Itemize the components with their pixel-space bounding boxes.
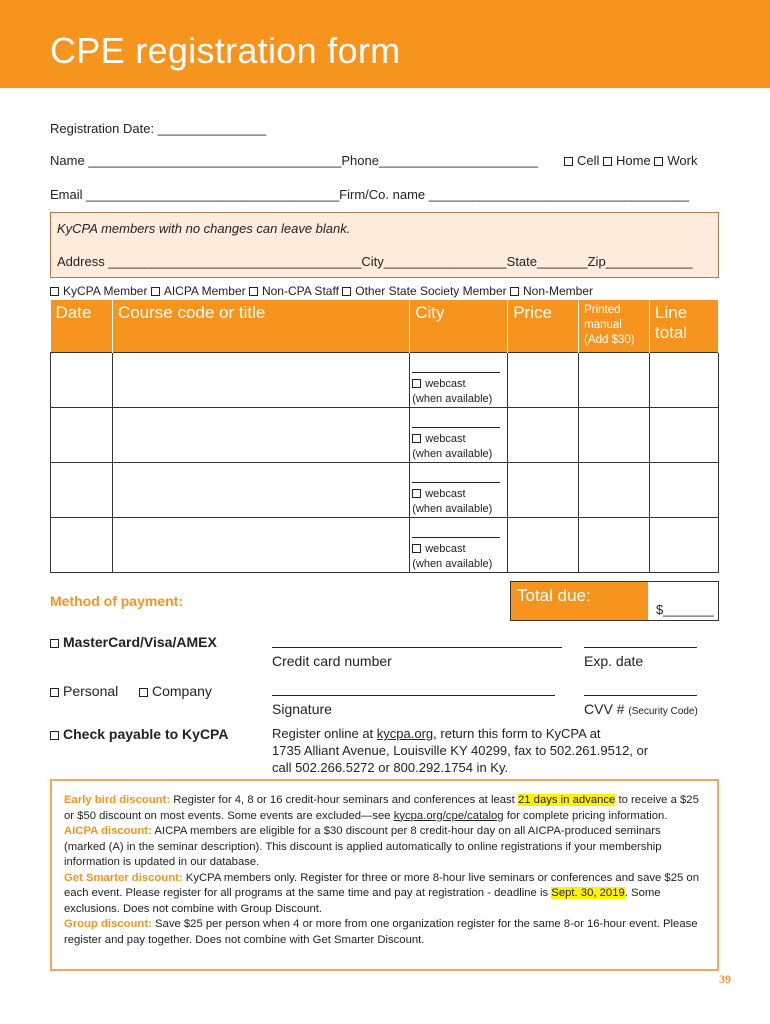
column-header-line-total: Line total: [650, 300, 719, 352]
credit-card-number-line[interactable]: [272, 640, 562, 648]
member-address-box: [50, 212, 719, 278]
status-aicpa-member-checkbox[interactable]: AICPA Member: [151, 284, 246, 298]
checkbox-icon: [50, 639, 59, 648]
city-blank[interactable]: [412, 422, 500, 428]
signature-line[interactable]: [272, 688, 555, 696]
payment-heading: Method of payment:: [50, 593, 183, 609]
early-bird-discount: Early bird discount: Register for 4, 8 or 16 credit-hour seminars and conferences at least 21 days in advance to receive a $25 or $50 discount on most events. Some events are excluded—see kycpa.org/cpe/catalog for complete pricing information.: [64, 794, 699, 822]
page-number: 39: [719, 972, 731, 986]
group-discount: Group discount: Save $25 per person when 4 or more from one organization register for the same 8-or 16-hour event. Please register and pay together. Does not combine with Get Smarter Discount.: [64, 918, 698, 946]
checkbox-icon: [342, 287, 351, 296]
city-cell[interactable]: webcast (when available): [410, 352, 508, 407]
checkbox-icon: [50, 731, 59, 740]
table-row: [51, 462, 719, 517]
member-note: KyCPA members with no changes can leave blank.: [57, 221, 351, 236]
course-cell[interactable]: [112, 462, 409, 517]
webcast-checkbox[interactable]: [412, 489, 421, 498]
manual-cell[interactable]: [579, 352, 650, 407]
email-firm-field[interactable]: Email ___________________________________Firm/Co. name ____________________________________: [50, 187, 690, 202]
column-header-date: Date: [51, 300, 113, 352]
manual-cell[interactable]: [579, 407, 650, 462]
catalog-link[interactable]: kycpa.org/cpe/catalog: [393, 809, 504, 822]
course-cell[interactable]: [112, 517, 409, 572]
city-blank[interactable]: [412, 367, 500, 373]
column-header-city: City: [410, 300, 508, 352]
phone-home-checkbox[interactable]: Home: [603, 153, 651, 168]
instructions-line-2: 1735 Alliant Avenue, Louisville KY 40299, fax to 502.261.9512, or: [272, 743, 649, 758]
checkbox-icon: [564, 157, 573, 166]
exp-date-line[interactable]: [584, 640, 697, 648]
name-phone-field[interactable]: Name ___________________________________Phone______________________: [50, 153, 538, 168]
header-banner: [0, 0, 770, 88]
company-checkbox[interactable]: Company: [139, 683, 212, 699]
date-cell[interactable]: [51, 517, 113, 572]
checkbox-icon: [139, 688, 148, 697]
webcast-checkbox[interactable]: [412, 544, 421, 553]
credit-card-number-label: Credit card number: [272, 653, 392, 669]
webcast-checkbox[interactable]: [412, 434, 421, 443]
course-cell[interactable]: [112, 352, 409, 407]
date-cell[interactable]: [51, 462, 113, 517]
status-non-cpa-staff-checkbox[interactable]: Non-CPA Staff: [249, 284, 339, 298]
personal-checkbox[interactable]: Personal: [50, 683, 118, 699]
price-cell[interactable]: [508, 517, 579, 572]
status-other-state-checkbox[interactable]: Other State Society Member: [342, 284, 506, 298]
membership-status-options: [50, 284, 593, 298]
course-cell[interactable]: [112, 407, 409, 462]
instructions-line-3: call 502.266.5272 or 800.292.1754 in Ky.: [272, 760, 509, 775]
address-field[interactable]: Address ___________________________________City_________________State_______Zip____________: [57, 254, 693, 269]
registration-date-field[interactable]: Registration Date: _______________: [50, 121, 267, 136]
cvv-label: CVV # (Security Code): [584, 701, 698, 717]
table-row: [51, 407, 719, 462]
checkbox-icon: [249, 287, 258, 296]
city-blank[interactable]: [412, 532, 500, 538]
status-non-member-checkbox[interactable]: Non-Member: [510, 284, 593, 298]
line-total-cell[interactable]: [650, 407, 719, 462]
total-due-box: [510, 581, 719, 621]
phone-type-options: [564, 153, 697, 168]
checkbox-icon: [654, 157, 663, 166]
get-smarter-discount: Get Smarter discount: KyCPA members only. Register for three or more 8-hour live seminars or conferences and save $25 on each event. Please register for all programs at the same time and pay at registration - deadline is Sept. 30, 2019. Some exclusions. Does not combine with Group Discount.: [64, 871, 699, 915]
date-cell[interactable]: [51, 407, 113, 462]
page-title: CPE registration form: [50, 30, 401, 71]
checkbox-icon: [151, 287, 160, 296]
line-total-cell[interactable]: [650, 462, 719, 517]
manual-cell[interactable]: [579, 517, 650, 572]
phone-work-checkbox[interactable]: Work: [654, 153, 697, 168]
course-table: [50, 300, 719, 573]
price-cell[interactable]: [508, 352, 579, 407]
payment-instructions: [272, 725, 648, 776]
price-cell[interactable]: [508, 462, 579, 517]
line-total-cell[interactable]: [650, 352, 719, 407]
total-due-amount[interactable]: $_______: [656, 602, 714, 617]
cvv-line[interactable]: [584, 688, 697, 696]
kycpa-link[interactable]: kycpa.org: [376, 726, 434, 741]
table-row: [51, 517, 719, 572]
phone-cell-checkbox[interactable]: Cell: [564, 153, 599, 168]
discount-info-box: [50, 779, 719, 971]
city-cell[interactable]: webcast (when available): [410, 462, 508, 517]
manual-cell[interactable]: [579, 462, 650, 517]
checkbox-icon: [510, 287, 519, 296]
exp-date-label: Exp. date: [584, 653, 644, 669]
aicpa-discount: AICPA discount: AICPA members are eligible for a $30 discount per 8 credit-hour day on all AICPA-produced seminars (marked (A) in the seminar description). This discount is applied automatically to online registrations if your membership information is updated in our database.: [64, 825, 662, 868]
checkbox-icon: [50, 688, 59, 697]
column-header-course: Course code or title: [112, 300, 409, 352]
card-option-checkbox[interactable]: MasterCard/Visa/AMEX: [50, 634, 217, 650]
check-option-checkbox[interactable]: Check payable to KyCPA: [50, 726, 228, 742]
date-cell[interactable]: [51, 352, 113, 407]
status-kycpa-member-checkbox[interactable]: KyCPA Member: [50, 284, 147, 298]
city-cell[interactable]: webcast (when available): [410, 517, 508, 572]
price-cell[interactable]: [508, 407, 579, 462]
column-header-price: Price: [508, 300, 579, 352]
signature-label: Signature: [272, 701, 332, 717]
city-blank[interactable]: [412, 477, 500, 483]
city-cell[interactable]: webcast (when available): [410, 407, 508, 462]
instructions-line-1: Register online at kycpa.org, return this form to KyCPA at: [272, 726, 601, 741]
column-header-printed-manual: Printed manual (Add $30): [579, 300, 650, 352]
table-header-row: [51, 300, 719, 352]
line-total-cell[interactable]: [650, 517, 719, 572]
checkbox-icon: [50, 287, 59, 296]
total-due-label: Total due:: [511, 582, 648, 620]
webcast-checkbox[interactable]: [412, 379, 421, 388]
checkbox-icon: [603, 157, 612, 166]
table-row: [51, 352, 719, 407]
